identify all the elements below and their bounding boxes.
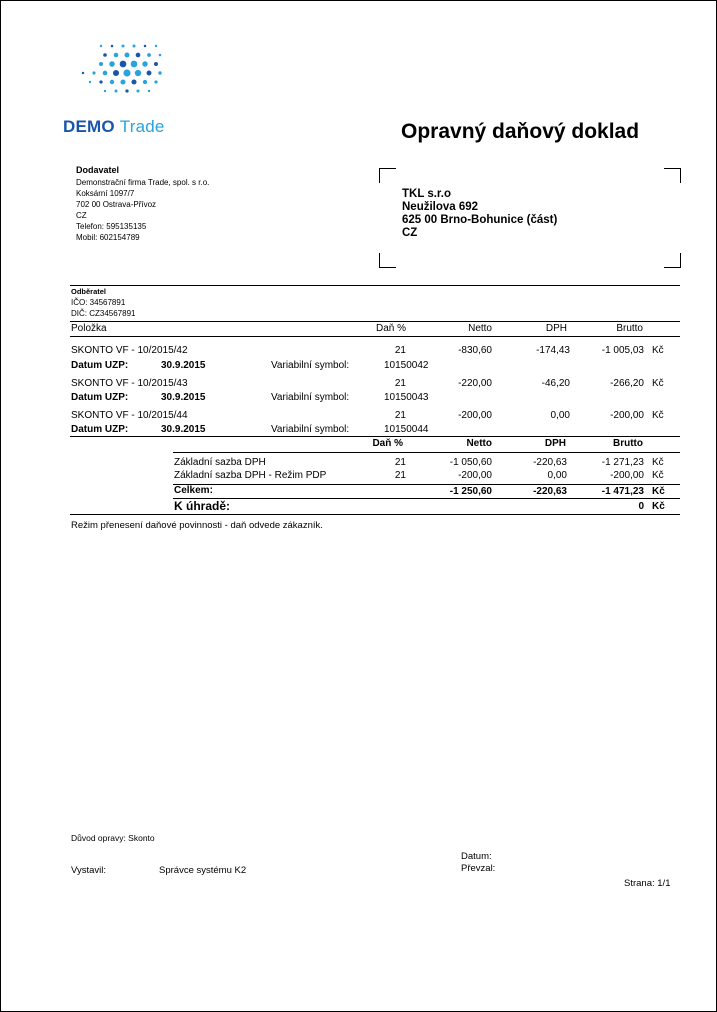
logo-dot: [147, 53, 151, 57]
logo-dot: [143, 80, 147, 84]
logo-dot: [154, 80, 157, 83]
logo-dot: [104, 90, 106, 92]
summary-header-gross: Brutto: [613, 438, 643, 449]
total-label: Celkem:: [174, 485, 213, 496]
summary-rate: 21: [394, 470, 406, 481]
logo-dot: [92, 71, 95, 74]
document-title: Opravný daňový doklad: [401, 120, 640, 143]
window-corner-bl: [379, 253, 396, 268]
supplier-line: Telefon: 595135135: [76, 222, 147, 231]
items-header-vat: DPH: [545, 323, 567, 334]
logo-dot: [99, 62, 103, 66]
logo-dot: [155, 45, 157, 47]
divider: [70, 336, 680, 337]
summary-gross: -200,00: [610, 470, 644, 481]
item-rate: 21: [394, 410, 406, 421]
supplier-heading: Dodavatel: [76, 165, 120, 175]
items-header-rate: Daň %: [375, 323, 406, 334]
address-line: Neužilova 692: [402, 201, 479, 213]
logo-dot: [133, 45, 136, 48]
logo-dot: [142, 61, 147, 66]
divider: [70, 321, 680, 322]
item-vat: 0,00: [550, 410, 570, 421]
supplier-line: Demonstrační firma Trade, spol. s r.o.: [76, 178, 210, 187]
total-gross: -1 471,23: [601, 486, 644, 497]
item-date-label: Datum UZP:: [71, 360, 129, 371]
logo-dot: [147, 71, 152, 76]
logo-dot: [99, 80, 102, 83]
logo-dot: [111, 45, 114, 48]
logo-dot: [144, 45, 147, 48]
logo-dot: [136, 89, 139, 92]
summary-net: -200,00: [458, 470, 492, 481]
logo-dot: [115, 90, 118, 93]
summary-currency: Kč: [652, 457, 664, 468]
item-vs-label: Variabilní symbol:: [271, 392, 350, 403]
item-name: SKONTO VF - 10/2015/44: [71, 410, 188, 421]
logo-dot: [100, 45, 102, 47]
logo-dot: [113, 70, 119, 76]
logo-dot: [131, 79, 136, 84]
item-rate: 21: [394, 378, 406, 389]
window-corner-br: [664, 253, 681, 268]
supplier-line: CZ: [76, 211, 87, 220]
to-pay-label: K úhradě:: [174, 499, 231, 513]
logo-dot: [120, 79, 125, 84]
item-vs: 10150043: [384, 392, 429, 403]
item-currency: Kč: [652, 410, 664, 421]
supplier-block: [76, 165, 209, 243]
issued-by-label: Vystavil:: [71, 865, 107, 876]
page-number: Strana: 1/1: [624, 878, 671, 889]
item-gross: -1 005,03: [601, 345, 644, 356]
item-vs-label: Variabilní symbol:: [271, 424, 350, 435]
logo-dot: [148, 90, 150, 92]
logo-dot: [135, 70, 141, 76]
address-line: TKL s.r.o: [402, 188, 451, 200]
logo-dot: [103, 53, 107, 57]
divider: [70, 514, 680, 515]
item-net: -200,00: [458, 410, 492, 421]
date-label: Datum:: [461, 851, 492, 862]
customer-ico: IČO: 34567891: [71, 298, 126, 307]
item-gross: -266,20: [610, 378, 644, 389]
logo-dot: [158, 71, 161, 74]
logo-dot: [82, 72, 84, 74]
summary-gross: -1 271,23: [601, 457, 644, 468]
summary-net: -1 050,60: [449, 457, 492, 468]
divider: [173, 498, 680, 499]
item-gross: -200,00: [610, 410, 644, 421]
logo-dot: [131, 61, 138, 68]
to-pay-value: 0: [638, 501, 644, 512]
summary-rate: 21: [394, 457, 406, 468]
total-vat: -220,63: [533, 486, 567, 497]
window-corner-tr: [664, 168, 681, 183]
item-rate: 21: [394, 345, 406, 356]
item-vat: -174,43: [536, 345, 570, 356]
logo-dot: [123, 69, 130, 76]
item-name: SKONTO VF - 10/2015/42: [71, 345, 188, 356]
item-currency: Kč: [652, 378, 664, 389]
customer-heading: Odběratel: [71, 287, 107, 296]
logo-dot: [125, 89, 128, 92]
item-date-label: Datum UZP:: [71, 424, 129, 435]
item-net: -220,00: [458, 378, 492, 389]
item-date: 30.9.2015: [161, 392, 206, 403]
items-header-gross: Brutto: [616, 323, 643, 334]
to-pay-currency: Kč: [652, 501, 665, 512]
logo-text: DEMO Trade: [63, 117, 165, 136]
supplier-line: 702 00 Ostrava-Přívoz: [76, 200, 157, 209]
summary-currency: Kč: [652, 470, 664, 481]
customer-dic: DIČ: CZ34567891: [71, 309, 136, 318]
window-corner-tl: [379, 168, 396, 183]
logo-dot: [89, 81, 91, 83]
item-date: 30.9.2015: [161, 424, 206, 435]
total-net: -1 250,60: [449, 486, 492, 497]
issued-by-value: Správce systému K2: [159, 865, 247, 876]
divider: [173, 484, 680, 485]
item-vs: 10150044: [384, 424, 429, 435]
item-date: 30.9.2015: [161, 360, 206, 371]
items-header-net: Netto: [468, 323, 492, 334]
address-line: 625 00 Brno-Bohunice (část): [402, 214, 558, 226]
summary-header-vat: DPH: [544, 438, 566, 449]
item-vs-label: Variabilní symbol:: [271, 360, 350, 371]
supplier-line: Koksární 1097/7: [76, 189, 135, 198]
item-date-label: Datum UZP:: [71, 392, 129, 403]
divider: [70, 285, 680, 286]
item-currency: Kč: [652, 345, 664, 356]
address-line: CZ: [402, 227, 418, 239]
logo-dot: [122, 45, 125, 48]
item-net: -830,60: [458, 345, 492, 356]
item-vs: 10150042: [384, 360, 429, 371]
total-currency: Kč: [652, 486, 665, 497]
logo-dot: [114, 53, 119, 58]
items-header-item: Položka: [71, 323, 107, 334]
logo-dot: [159, 54, 162, 57]
divider: [70, 436, 680, 437]
summary-header-rate: Daň %: [372, 438, 403, 449]
correction-reason: Důvod opravy: Skonto: [71, 833, 155, 843]
item-name: SKONTO VF - 10/2015/43: [71, 378, 188, 389]
received-label: Převzal:: [461, 863, 496, 874]
logo-dot: [109, 61, 115, 67]
logo-dot: [154, 62, 158, 66]
summary-header-net: Netto: [466, 438, 492, 449]
logo-dot: [110, 80, 114, 84]
logo-dot: [136, 53, 141, 58]
logo-dot: [125, 53, 130, 58]
summary-label: Základní sazba DPH: [174, 457, 266, 468]
logo-dots-icon: [73, 41, 168, 111]
reverse-charge-note: Režim přenesení daňové povinnosti - daň odvede zákazník.: [71, 520, 323, 531]
supplier-line: Mobil: 602154789: [76, 233, 140, 242]
divider: [173, 452, 680, 453]
summary-vat: 0,00: [547, 470, 567, 481]
logo-dot: [103, 71, 108, 76]
logo-dot: [120, 61, 127, 68]
item-vat: -46,20: [541, 378, 570, 389]
summary-vat: -220,63: [533, 457, 567, 468]
recipient-address: [402, 188, 557, 240]
summary-label: Základní sazba DPH - Režim PDP: [174, 470, 327, 481]
